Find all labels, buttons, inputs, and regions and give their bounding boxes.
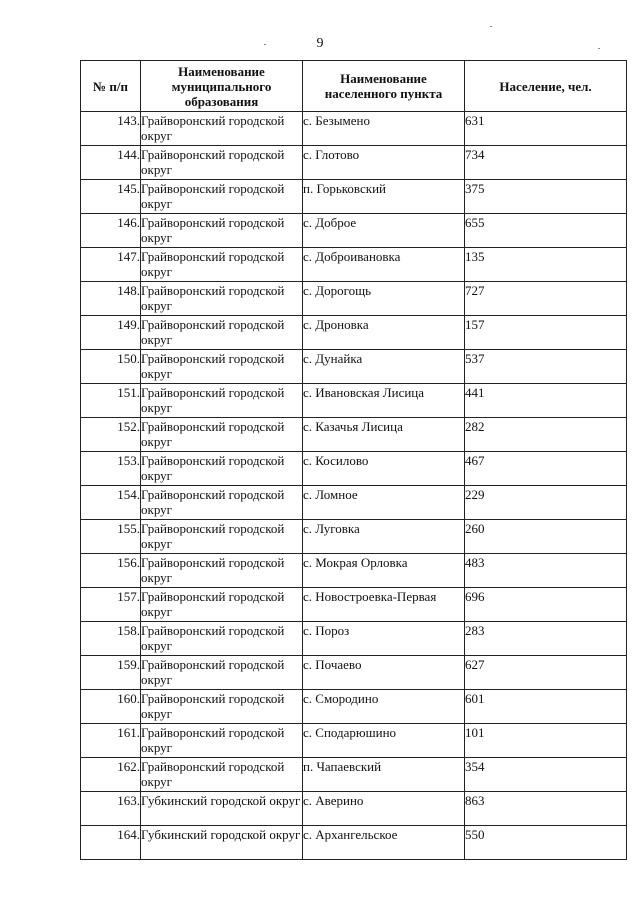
row-number: 164. — [81, 826, 141, 860]
settlements-table — [80, 60, 627, 860]
settlement-cell: с. Дорогощь — [303, 282, 465, 316]
table-row — [81, 316, 627, 350]
municipality-cell: Губкинский городской округ — [141, 826, 303, 860]
population-cell: 467 — [465, 452, 627, 486]
table-row — [81, 452, 627, 486]
table-header-row — [81, 61, 627, 112]
header-population: Население, чел. — [465, 61, 627, 112]
population-cell: 631 — [465, 112, 627, 146]
population-cell: 101 — [465, 724, 627, 758]
table-row — [81, 826, 627, 860]
table-row — [81, 554, 627, 588]
population-cell: 727 — [465, 282, 627, 316]
municipality-cell: Грайворонский городской округ — [141, 758, 303, 792]
row-number: 144. — [81, 146, 141, 180]
settlement-cell: с. Сподарюшино — [303, 724, 465, 758]
table-row — [81, 282, 627, 316]
settlement-cell: с. Аверино — [303, 792, 465, 826]
row-number: 147. — [81, 248, 141, 282]
population-cell: 483 — [465, 554, 627, 588]
population-cell: 441 — [465, 384, 627, 418]
row-number: 161. — [81, 724, 141, 758]
population-cell: 627 — [465, 656, 627, 690]
table-row — [81, 384, 627, 418]
header-municipality: Наименование муниципального образования — [141, 61, 303, 112]
settlement-cell: с. Луговка — [303, 520, 465, 554]
settlement-cell: с. Почаево — [303, 656, 465, 690]
settlement-cell: с. Доброе — [303, 214, 465, 248]
settlement-cell: с. Новостроевка-Первая — [303, 588, 465, 622]
settlement-cell: с. Дунайка — [303, 350, 465, 384]
municipality-cell: Грайворонский городской округ — [141, 316, 303, 350]
municipality-cell: Губкинский городской округ — [141, 792, 303, 826]
row-number: 162. — [81, 758, 141, 792]
settlement-cell: с. Мокрая Орловка — [303, 554, 465, 588]
row-number: 148. — [81, 282, 141, 316]
population-cell: 537 — [465, 350, 627, 384]
settlement-cell: с. Глотово — [303, 146, 465, 180]
population-cell: 601 — [465, 690, 627, 724]
settlement-cell: п. Чапаевский — [303, 758, 465, 792]
row-number: 152. — [81, 418, 141, 452]
municipality-cell: Грайворонский городской округ — [141, 656, 303, 690]
municipality-cell: Грайворонский городской округ — [141, 690, 303, 724]
population-cell: 283 — [465, 622, 627, 656]
table-row — [81, 656, 627, 690]
settlement-cell: с. Смородино — [303, 690, 465, 724]
header-settlement: Наименование населенного пункта — [303, 61, 465, 112]
population-cell: 734 — [465, 146, 627, 180]
row-number: 143. — [81, 112, 141, 146]
scan-speck — [598, 48, 600, 49]
municipality-cell: Грайворонский городской округ — [141, 384, 303, 418]
settlement-cell: с. Ломное — [303, 486, 465, 520]
table-row — [81, 214, 627, 248]
settlement-cell: с. Доброивановка — [303, 248, 465, 282]
table-row — [81, 758, 627, 792]
municipality-cell: Грайворонский городской округ — [141, 112, 303, 146]
population-cell: 260 — [465, 520, 627, 554]
municipality-cell: Грайворонский городской округ — [141, 724, 303, 758]
municipality-cell: Грайворонский городской округ — [141, 520, 303, 554]
settlement-cell: с. Архангельское — [303, 826, 465, 860]
municipality-cell: Грайворонский городской округ — [141, 418, 303, 452]
municipality-cell: Грайворонский городской округ — [141, 486, 303, 520]
row-number: 157. — [81, 588, 141, 622]
population-cell: 655 — [465, 214, 627, 248]
municipality-cell: Грайворонский городской округ — [141, 248, 303, 282]
table-row — [81, 350, 627, 384]
table-row — [81, 622, 627, 656]
population-cell: 863 — [465, 792, 627, 826]
municipality-cell: Грайворонский городской округ — [141, 554, 303, 588]
table-row — [81, 418, 627, 452]
table-row — [81, 486, 627, 520]
settlement-cell: с. Дроновка — [303, 316, 465, 350]
municipality-cell: Грайворонский городской округ — [141, 622, 303, 656]
row-number: 163. — [81, 792, 141, 826]
table-row — [81, 792, 627, 826]
population-cell: 375 — [465, 180, 627, 214]
row-number: 160. — [81, 690, 141, 724]
row-number: 158. — [81, 622, 141, 656]
row-number: 154. — [81, 486, 141, 520]
population-cell: 696 — [465, 588, 627, 622]
row-number: 159. — [81, 656, 141, 690]
table-row — [81, 588, 627, 622]
table-row — [81, 520, 627, 554]
population-cell: 282 — [465, 418, 627, 452]
settlement-cell: с. Казачья Лисица — [303, 418, 465, 452]
settlement-cell: п. Горьковский — [303, 180, 465, 214]
population-cell: 354 — [465, 758, 627, 792]
table-row — [81, 690, 627, 724]
scan-speck — [264, 44, 266, 45]
row-number: 149. — [81, 316, 141, 350]
population-cell: 157 — [465, 316, 627, 350]
municipality-cell: Грайворонский городской округ — [141, 214, 303, 248]
population-cell: 550 — [465, 826, 627, 860]
settlement-cell: с. Пороз — [303, 622, 465, 656]
row-number: 145. — [81, 180, 141, 214]
population-cell: 135 — [465, 248, 627, 282]
page-number: 9 — [316, 36, 324, 51]
row-number: 151. — [81, 384, 141, 418]
population-cell: 229 — [465, 486, 627, 520]
municipality-cell: Грайворонский городской округ — [141, 588, 303, 622]
row-number: 155. — [81, 520, 141, 554]
municipality-cell: Грайворонский городской округ — [141, 146, 303, 180]
header-num: № п/п — [81, 61, 141, 112]
municipality-cell: Грайворонский городской округ — [141, 180, 303, 214]
scan-speck — [490, 26, 492, 27]
settlement-cell: с. Косилово — [303, 452, 465, 486]
row-number: 153. — [81, 452, 141, 486]
row-number: 146. — [81, 214, 141, 248]
municipality-cell: Грайворонский городской округ — [141, 282, 303, 316]
settlement-cell: с. Безымено — [303, 112, 465, 146]
row-number: 156. — [81, 554, 141, 588]
municipality-cell: Грайворонский городской округ — [141, 350, 303, 384]
settlement-cell: с. Ивановская Лисица — [303, 384, 465, 418]
table-row — [81, 724, 627, 758]
table-row — [81, 180, 627, 214]
municipality-cell: Грайворонский городской округ — [141, 452, 303, 486]
table-row — [81, 146, 627, 180]
table-row — [81, 112, 627, 146]
row-number: 150. — [81, 350, 141, 384]
table-row — [81, 248, 627, 282]
